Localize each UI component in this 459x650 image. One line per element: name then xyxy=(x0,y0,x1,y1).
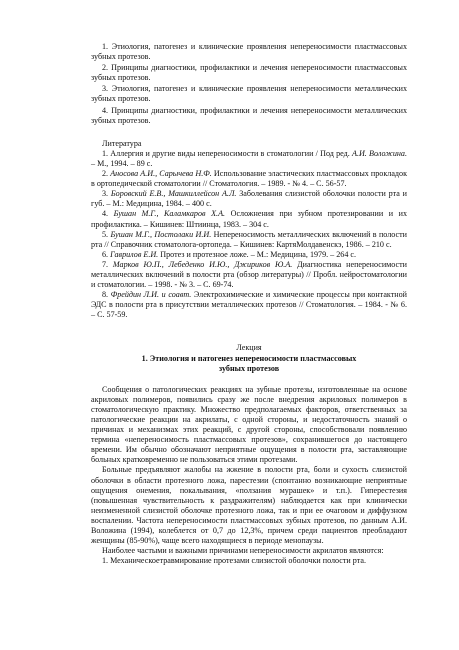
reference-text: 4. xyxy=(102,209,109,219)
reference-item xyxy=(91,290,407,320)
reference-author: Аносова А.И., Сарычева Н.Ф. xyxy=(108,169,212,179)
reference-text: – М., 1994. – 89 с. xyxy=(91,158,153,168)
reference-text: Диагностика непереносимости металлических включений в полости рта (обзор литературы) // Пробл. нейростоматологии и стоматологии. – 1998. - № 3. – С. 69-74. xyxy=(91,259,407,290)
body-paragraph: Больные предъявляют жалобы на жжение в полости рта, боли и сухость слизистой оболочки в области протезного ложа, парестезии (спонтанно возникающие неприятные ощущения онемения, покалывания, «ползания мурашек» и т.п.). Гиперестезия (повышенная чувствительность к раздражителям) наблюдается как при клинически неизмененной слизистой оболочке протезного ложа, так и при ее очаговом и диффузном воспалении. Частота непереносимости пластмассовых зубных протезов, по данным А.И. Воложина (1994), колеблется от 0,7 до 12,3%, причем среди пациентов преобладают женщины (85-90%), чаще всего находящиеся в периоде менопаузы. xyxy=(91,465,407,546)
topic-list xyxy=(91,42,407,126)
topic-item: 3. Этиология, патогенез и клинические проявления непереносимости металлических зубных протезов. xyxy=(91,84,407,104)
reference-author: Бушан М.Г., Каламкаров Х.А. xyxy=(108,209,226,219)
reference-item xyxy=(91,189,407,209)
reference-text: Осложнения при зубном протезировании и их профилактика. – Кишинев: Штиинца, 1983. – 304 с. xyxy=(91,209,408,229)
reference-item xyxy=(91,209,407,229)
reference-item xyxy=(91,230,407,250)
reference-author: Гаврилов Е.И. xyxy=(108,249,159,259)
reference-text: Электрохимические и химические процессы при контактной ЭДС в полости рта в присутствии металлических протезов // Стоматология. – 1984. - № 6. – С. 57-59. xyxy=(91,290,407,320)
literature-heading: Литература xyxy=(102,138,142,148)
body-paragraph: Сообщения о патологических реакциях на зубные протезы, изготовленные на основе акриловых полимеров, появились сразу же после внедрения акриловых полимеров в стоматологическую практику. Множество предполагаемых факторов, ответственных за патологические реакции на акрилаты, с одной стороны, и недостаточность знаний о причинах и механизмах этих реакций, с другой стороны, способствовали появлению термина «непереносимость пластмассовых протезов», сохранившегося до настоящего времени. Им обычно обозначают неприятные ощущения в полости рта, заставляющие больных кратковременно не пользоваться этими протезами. xyxy=(91,384,407,465)
reference-item xyxy=(91,149,407,169)
lecture-label: Лекция xyxy=(236,343,262,353)
body-paragraph: 1. Механическоетравмирование протезами слизистой оболочки полости рта. xyxy=(102,556,366,566)
reference-author: Боровский Е.В., Машкиллейсон А.Л. xyxy=(108,189,237,199)
reference-author: Бушан М.Г., Постолаки И.И. xyxy=(108,229,212,239)
reference-text: 1. xyxy=(102,148,109,158)
reference-text: 2. xyxy=(102,169,109,179)
reference-item xyxy=(91,250,407,260)
reference-text: 8. xyxy=(102,290,109,300)
lecture-body xyxy=(91,385,407,567)
lecture-title-line: 1. Этиология и патогенез непереносимости пластмассовых xyxy=(141,353,357,363)
topic-item: 2. Принципы диагностики, профилактики и лечения непереносимости пластмассовых зубных протезов. xyxy=(91,63,407,83)
reference-author: А.И. Воложина. xyxy=(352,148,407,158)
lecture-title-line: зубных протезов xyxy=(218,363,280,373)
reference-item xyxy=(91,260,407,290)
reference-author: Марков Ю.П., Лебеденко И.Ю., Джириков Ю.А. xyxy=(108,259,293,269)
reference-item xyxy=(91,169,407,189)
reference-text: Аллергия и другие виды непереносимости в стоматологии / Под ред. xyxy=(108,148,352,158)
body-paragraph: Наиболее частыми и важными причинами непереносимости акрилатов являются: xyxy=(102,546,384,556)
reference-text: 3. xyxy=(102,189,109,199)
reference-text: 7. xyxy=(102,259,109,269)
reference-text: Непереносимость металлических включений в полости рта // Справочник стоматолога-ортопеда. – Кишинев: КартяМолдавенскэ, 1986. – 210 с. xyxy=(91,229,407,249)
reference-text: Заболевания слизистой оболочки полости рта и губ. – М.: Медицина, 1984. – 400 с. xyxy=(91,189,407,209)
topic-item: 4. Принципы диагностики, профилактики и лечения непереносимости металлических зубных протезов. xyxy=(91,105,407,125)
topic-item: 1. Этиология, патогенез и клинические проявления непереносимости пластмассовых зубных протезов. xyxy=(91,42,407,62)
reference-author: Фрейдин Л.И. и соавт. xyxy=(108,290,192,300)
reference-text: 5. xyxy=(102,229,109,239)
reference-text: Протез и протезное ложе. – М.: Медицина, 1979. – 264 с. xyxy=(158,249,357,259)
reference-list xyxy=(91,149,407,321)
lecture-title xyxy=(91,354,407,374)
reference-text: 6. xyxy=(102,249,109,259)
reference-text: Использование эластических пластмассовых прокладок в ортопедической стоматологии // Стоматология. – 1989. - № 4. – С. 56-57. xyxy=(91,169,408,189)
